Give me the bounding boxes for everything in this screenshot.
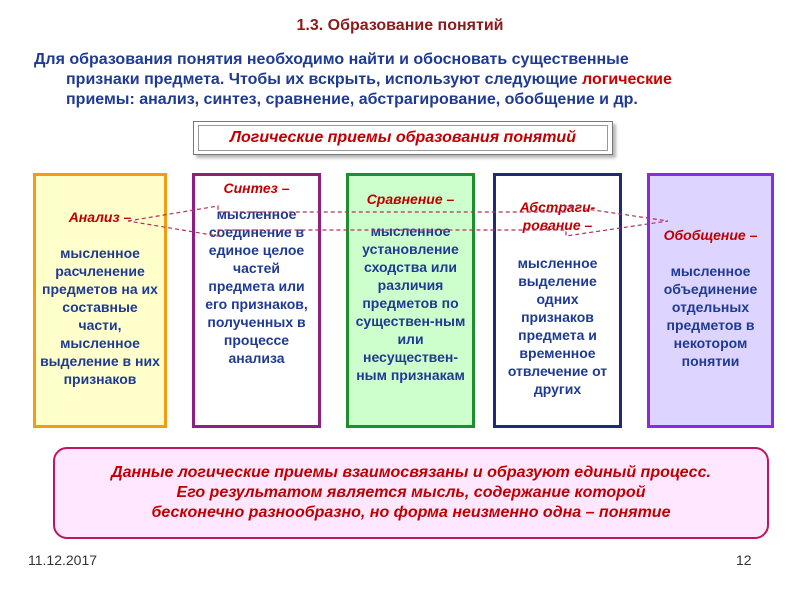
intro-line-1: Для образования понятия необходимо найти и обосновать существенные bbox=[34, 51, 629, 68]
synthesis-body: мысленное соединение в единое целое частей предмета или его признаков, полученных в процессе анализа bbox=[205, 206, 308, 366]
comparison-body: мысленное установление сходства или различия предметов по существен-ным или несуществен-ным признакам bbox=[355, 223, 466, 383]
intro-paragraph bbox=[34, 50, 734, 110]
analysis-head: Анализ – bbox=[68, 209, 132, 225]
intro-text-b: признаки предмета. Чтобы их вскрыть, используют следующие bbox=[66, 71, 582, 88]
analysis-body: мысленное расчленение предметов на их составные части, мысленное выделение в них признаков bbox=[40, 245, 160, 387]
comparison-head: Сравнение – bbox=[366, 191, 455, 207]
conclusion-box bbox=[53, 447, 769, 539]
intro-highlight: логические bbox=[582, 71, 672, 88]
generalization-box bbox=[647, 173, 774, 428]
conclusion-line-3: бесконечно разнообразно, но форма неизменно одна – понятие bbox=[151, 504, 671, 521]
conclusion-line-1: Данные логические приемы взаимосвязаны и образуют единый процесс. bbox=[111, 464, 711, 481]
banner-label: Логические приемы образования понятий bbox=[198, 125, 608, 151]
intro-line-rest bbox=[34, 70, 734, 110]
methods-banner bbox=[193, 121, 613, 155]
conclusion-text bbox=[111, 463, 711, 523]
synthesis-box bbox=[192, 173, 321, 428]
analysis-box bbox=[33, 173, 167, 428]
page-number: 12 bbox=[736, 552, 752, 568]
abstraction-box bbox=[493, 173, 622, 428]
intro-text-c: приемы: анализ, синтез, сравнение, абстрагирование, обобщение и др. bbox=[66, 91, 638, 108]
slide-title: 1.3. Образование понятий bbox=[296, 17, 504, 34]
footer-date: 11.12.2017 bbox=[28, 552, 98, 568]
generalization-body: мысленное объединение отдельных предметов в некотором понятии bbox=[663, 263, 758, 369]
abstraction-head: Абстраги-рование – bbox=[519, 199, 596, 233]
abstraction-body: мысленное выделение одних признаков предмета и временное отвлечение от других bbox=[507, 255, 608, 397]
conclusion-line-2: Его результатом является мысль, содержание которой bbox=[176, 484, 646, 501]
synthesis-head: Синтез – bbox=[223, 180, 290, 196]
generalization-head: Обобщение – bbox=[663, 227, 758, 243]
comparison-box bbox=[346, 173, 475, 428]
